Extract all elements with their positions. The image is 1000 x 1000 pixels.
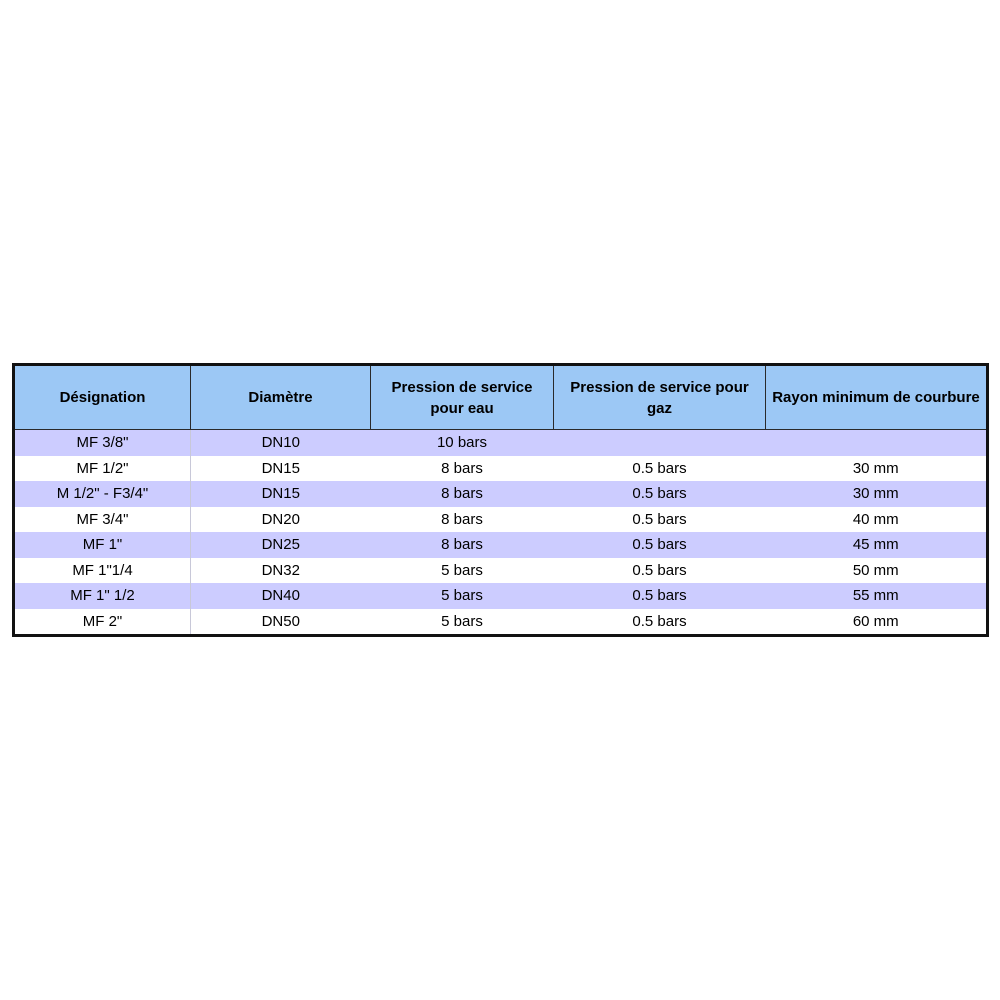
cell-designation: MF 1/2" (14, 456, 191, 482)
cell-pression-eau: 8 bars (371, 507, 554, 533)
cell-pression-gaz (554, 430, 766, 456)
cell-pression-eau: 5 bars (371, 609, 554, 636)
cell-pression-eau: 8 bars (371, 532, 554, 558)
table-row (14, 532, 988, 558)
cell-pression-gaz: 0.5 bars (554, 481, 766, 507)
table-row (14, 481, 988, 507)
cell-pression-gaz: 0.5 bars (554, 558, 766, 584)
cell-designation: MF 1" 1/2 (14, 583, 191, 609)
cell-designation: MF 2" (14, 609, 191, 636)
cell-rayon-courbure: 60 mm (766, 609, 988, 636)
cell-pression-gaz: 0.5 bars (554, 609, 766, 636)
cell-pression-gaz: 0.5 bars (554, 456, 766, 482)
header-pression-eau: Pression de service pour eau (371, 365, 554, 430)
cell-rayon-courbure: 50 mm (766, 558, 988, 584)
header-row (14, 365, 988, 430)
header-diametre: Diamètre (191, 365, 371, 430)
cell-rayon-courbure (766, 430, 988, 456)
cell-rayon-courbure: 30 mm (766, 456, 988, 482)
cell-designation: M 1/2" - F3/4" (14, 481, 191, 507)
cell-rayon-courbure: 45 mm (766, 532, 988, 558)
specification-table (12, 363, 989, 637)
table-row (14, 507, 988, 533)
cell-diametre: DN20 (191, 507, 371, 533)
cell-pression-eau: 10 bars (371, 430, 554, 456)
cell-pression-gaz: 0.5 bars (554, 532, 766, 558)
cell-pression-eau: 8 bars (371, 481, 554, 507)
cell-rayon-courbure: 30 mm (766, 481, 988, 507)
header-designation: Désignation (14, 365, 191, 430)
table-row (14, 430, 988, 456)
cell-pression-gaz: 0.5 bars (554, 583, 766, 609)
table-row (14, 456, 988, 482)
cell-diametre: DN15 (191, 481, 371, 507)
cell-pression-gaz: 0.5 bars (554, 507, 766, 533)
cell-rayon-courbure: 55 mm (766, 583, 988, 609)
cell-designation: MF 1"1/4 (14, 558, 191, 584)
cell-rayon-courbure: 40 mm (766, 507, 988, 533)
header-rayon-courbure: Rayon minimum de courbure (766, 365, 988, 430)
table-row (14, 558, 988, 584)
table-header (14, 365, 988, 430)
cell-pression-eau: 8 bars (371, 456, 554, 482)
table-row (14, 609, 988, 636)
header-pression-gaz: Pression de service pour gaz (554, 365, 766, 430)
cell-diametre: DN15 (191, 456, 371, 482)
cell-diametre: DN25 (191, 532, 371, 558)
cell-diametre: DN50 (191, 609, 371, 636)
cell-diametre: DN10 (191, 430, 371, 456)
cell-designation: MF 1" (14, 532, 191, 558)
cell-diametre: DN32 (191, 558, 371, 584)
cell-pression-eau: 5 bars (371, 558, 554, 584)
cell-diametre: DN40 (191, 583, 371, 609)
table-row (14, 583, 988, 609)
cell-designation: MF 3/8" (14, 430, 191, 456)
cell-pression-eau: 5 bars (371, 583, 554, 609)
cell-designation: MF 3/4" (14, 507, 191, 533)
table-body (14, 430, 988, 636)
